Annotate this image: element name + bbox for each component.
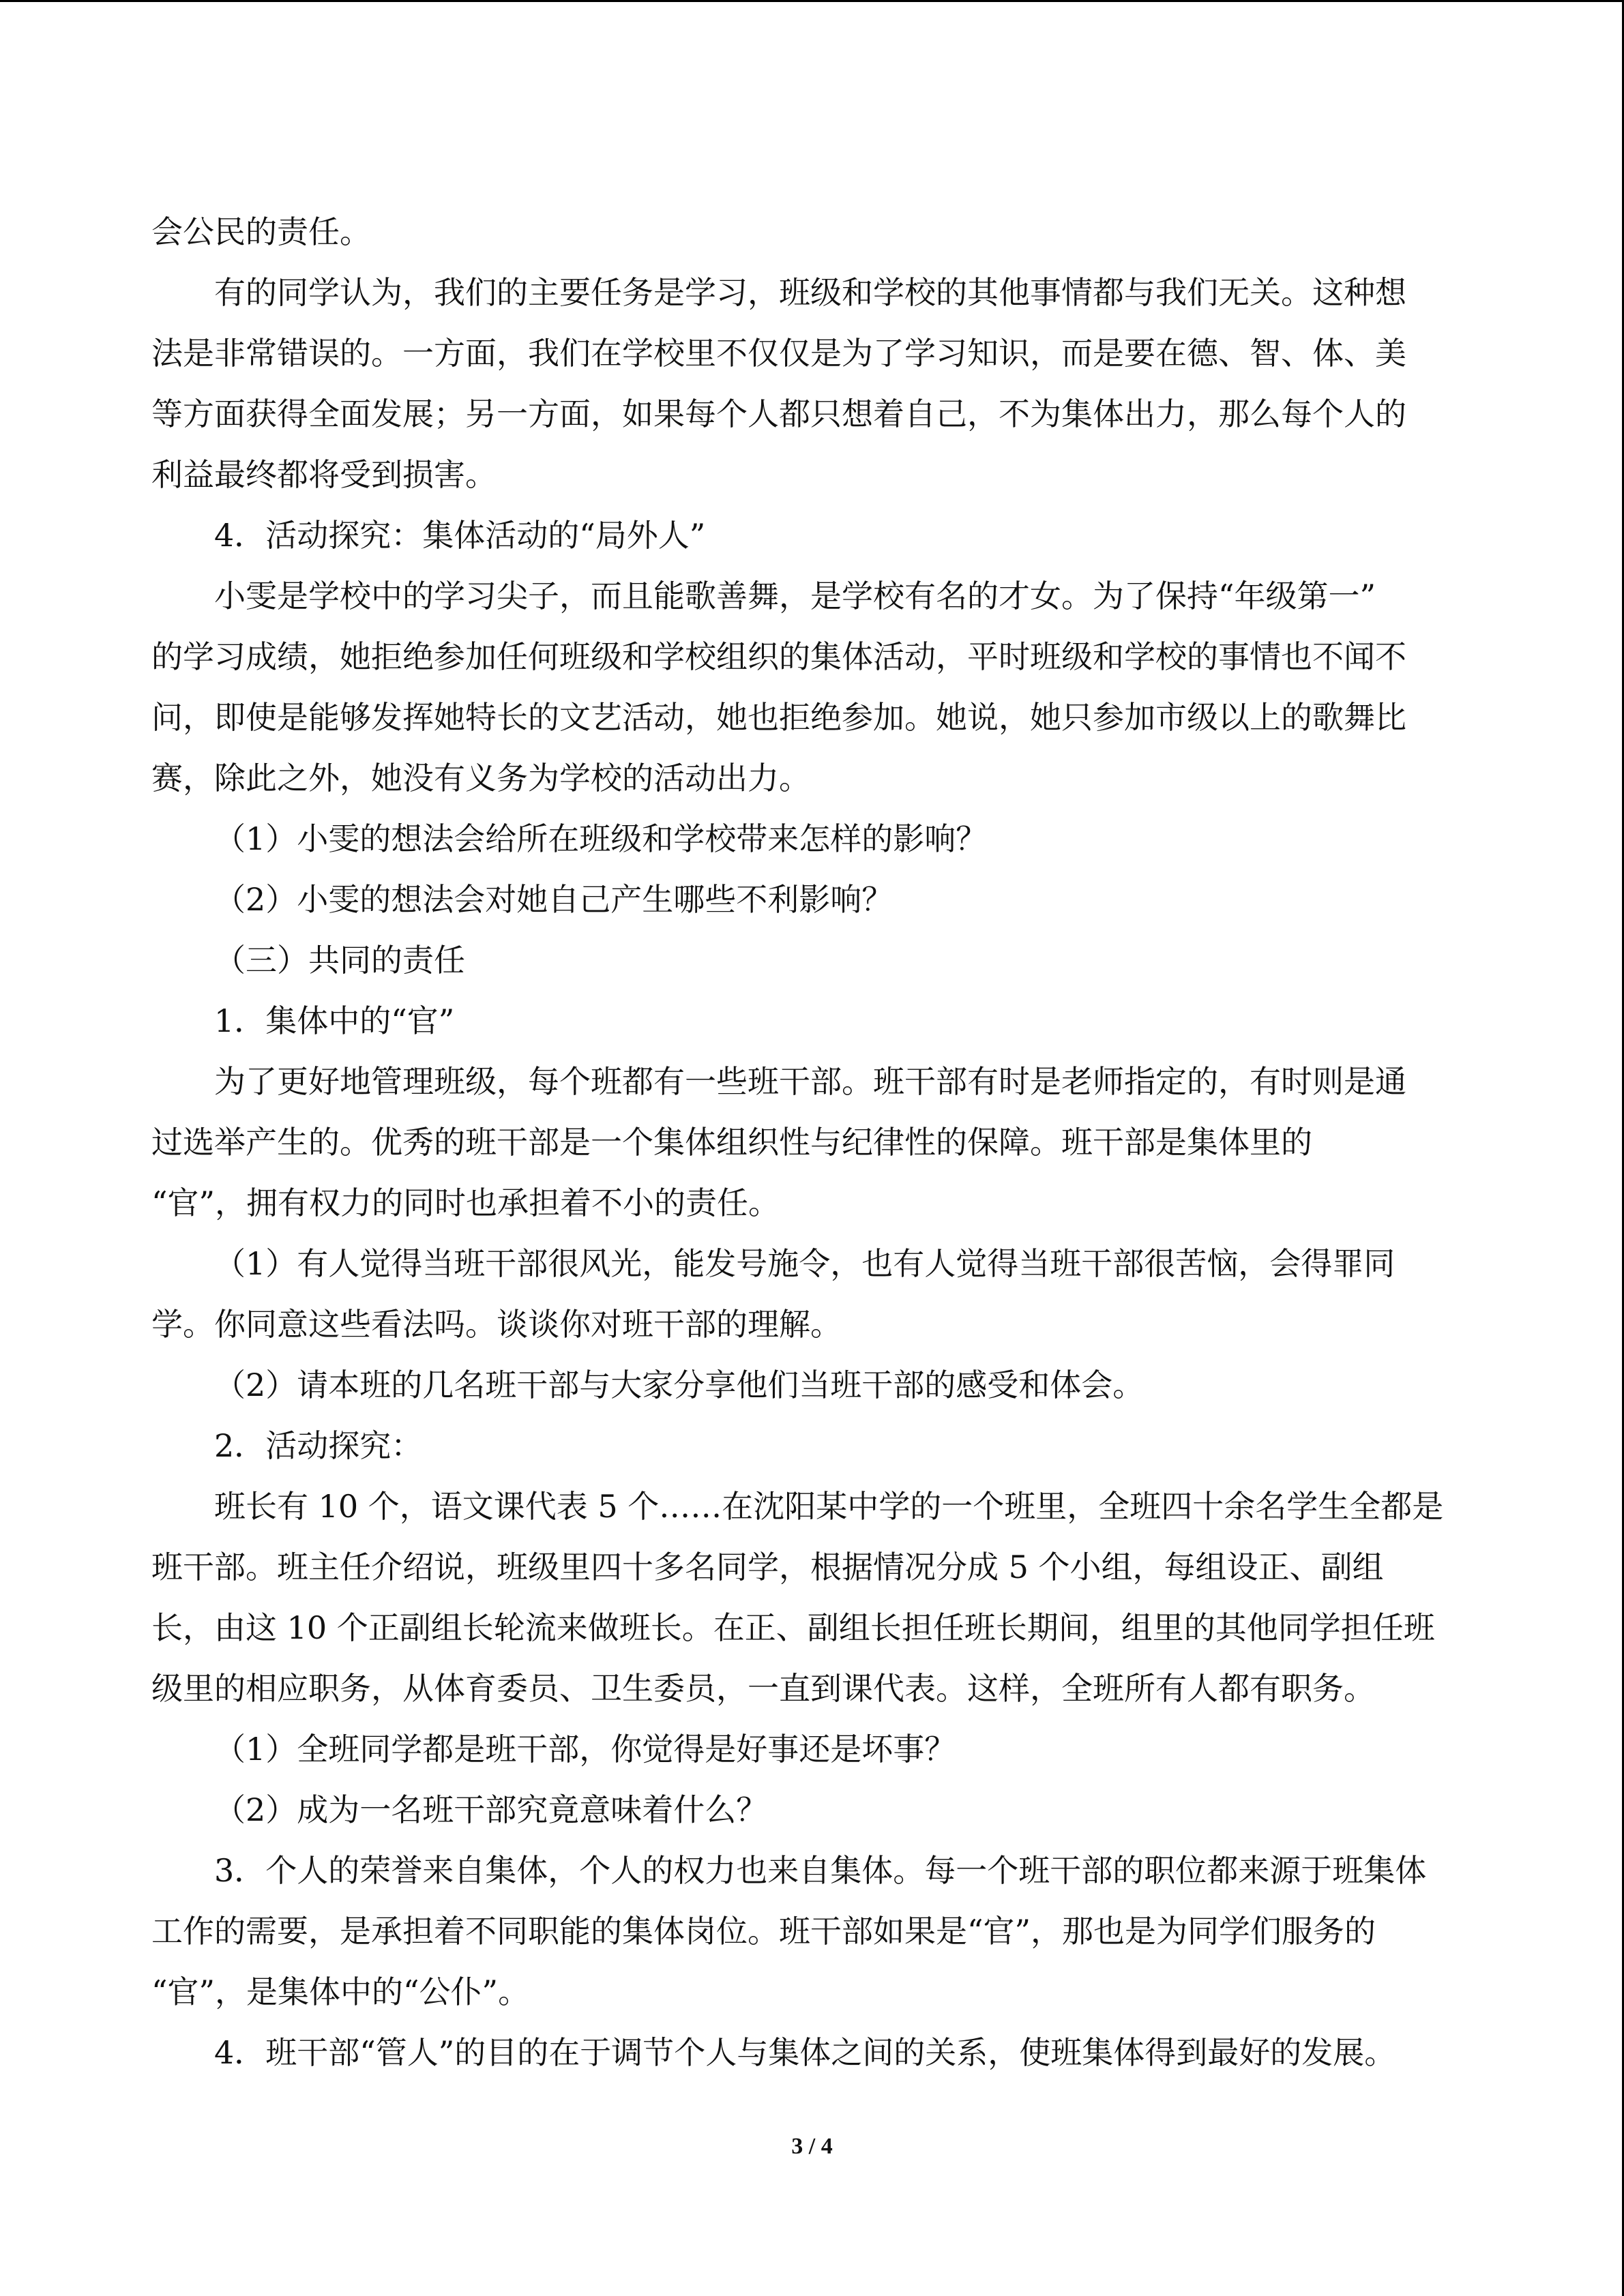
text-line-7: 小雯是学校中的学习尖子，而且能歌善舞，是学校有名的才女。为了保持“年级第一” — [214, 578, 1376, 614]
top-border-line — [0, 0, 1624, 2]
question-5: （1）全班同学都是班干部，你觉得是好事还是坏事？ — [214, 1731, 956, 1768]
text-line-22: 班长有 10 个，语文课代表 5 个……在沈阳某中学的一个班里，全班四十余名学生全都是 — [214, 1488, 1444, 1525]
text-line-19: 学。你同意这些看法吗。谈谈你对班干部的理解。 — [151, 1306, 842, 1343]
subsection-heading-2: 2．活动探究： — [214, 1427, 423, 1464]
text-line-4: 等方面获得全面发展；另一方面，如果每个人都只想着自己，不为集体出力，那么每个人的 — [151, 396, 1406, 432]
question-6: （2）成为一名班干部究竟意味着什么？ — [214, 1791, 768, 1828]
text-line-30: “官”，是集体中的“公仆”。 — [151, 1973, 530, 2010]
text-line-5: 利益最终都将受到损害。 — [151, 456, 497, 493]
text-line-2: 有的同学认为，我们的主要任务是学习，班级和学校的其他事情都与我们无关。这种想 — [214, 274, 1406, 311]
text-line-24: 长，由这 10 个正副组长轮流来做班长。在正、副组长担任班长期间，组里的其他同学担任班 — [151, 1609, 1435, 1646]
subsection-heading-1: 1．集体中的“官” — [214, 1002, 455, 1039]
section-heading-activity-4: 4．活动探究：集体活动的“局外人” — [214, 517, 706, 554]
text-line-25: 级里的相应职务，从体育委员、卫生委员，一直到课代表。这样，全班所有人都有职务。 — [151, 1670, 1375, 1707]
subsection-heading-4: 4．班干部“管人”的目的在于调节个人与集体之间的关系，使班集体得到最好的发展。 — [214, 2034, 1396, 2071]
text-line-1: 会公民的责任。 — [151, 213, 371, 250]
question-1: （1）小雯的想法会给所在班级和学校带来怎样的影响？ — [214, 820, 988, 857]
text-line-8: 的学习成绩，她拒绝参加任何班级和学校组织的集体活动，平时班级和学校的事情也不闻不 — [151, 638, 1406, 675]
question-3: （1）有人觉得当班干部很风光，能发号施令，也有人觉得当班干部很苦恼，会得罪同 — [214, 1245, 1396, 1282]
question-2: （2）小雯的想法会对她自己产生哪些不利影响？ — [214, 881, 894, 918]
text-line-16: 过选举产生的。优秀的班干部是一个集体组织性与纪律性的保障。班干部是集体里的 — [151, 1124, 1312, 1161]
text-line-10: 赛，除此之外，她没有义务为学校的活动出力。 — [151, 760, 810, 796]
text-line-23: 班干部。班主任介绍说，班级里四十多名同学，根据情况分成 5 个小组，每组设正、副组 — [151, 1549, 1384, 1585]
question-4: （2）请本班的几名班干部与大家分享他们当班干部的感受和体会。 — [214, 1367, 1145, 1403]
document-body — [151, 202, 1479, 2083]
text-line-3: 法是非常错误的。一方面，我们在学校里不仅仅是为了学习知识，而是要在德、智、体、美 — [151, 335, 1406, 372]
text-line-17: “官”，拥有权力的同时也承担着不小的责任。 — [151, 1184, 780, 1221]
section-heading-shared-responsibility: （三）共同的责任 — [214, 942, 465, 979]
page-number: 3 / 4 — [791, 2134, 833, 2159]
text-line-15: 为了更好地管理班级，每个班都有一些班干部。班干部有时是老师指定的，有时则是通 — [214, 1063, 1406, 1100]
subsection-heading-3: 3．个人的荣誉来自集体，个人的权力也来自集体。每一个班干部的职位都来源于班集体 — [214, 1852, 1427, 1889]
text-line-9: 问，即使是能够发挥她特长的文艺活动，她也拒绝参加。她说，她只参加市级以上的歌舞比 — [151, 699, 1406, 736]
text-line-29: 工作的需要，是承担着不同职能的集体岗位。班干部如果是“官”，那也是为同学们服务的 — [151, 1913, 1376, 1950]
